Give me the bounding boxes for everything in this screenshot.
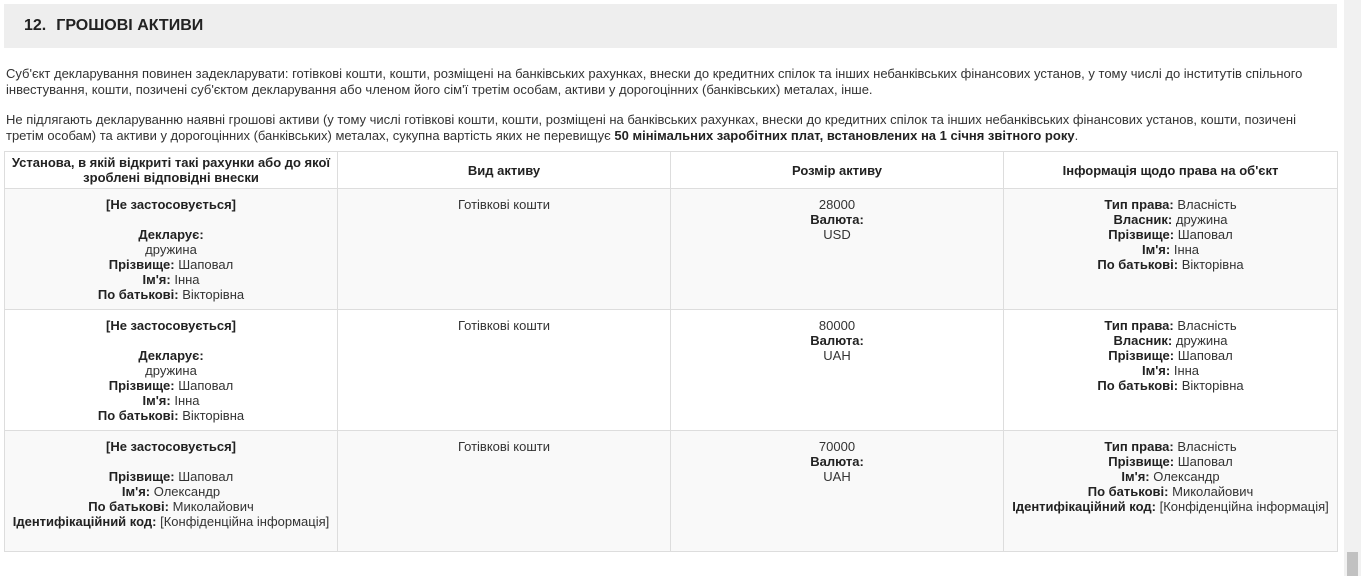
amount-value: 70000 <box>818 439 856 454</box>
right-type-value: Власність <box>1177 197 1237 212</box>
table-row <box>5 310 1338 431</box>
instruction-paragraph: Суб'єкт декларування повинен задекларувати: готівкові кошти, кошти, розміщені на банківських рахунках, внески до кредитних спілок та інших небанківських фінансових установ, у тому числі до інститутів спільного інвестування, кошти, позичені суб'єктом декларування або членом його сім'ї третім особам, активи у дорогоцінних (банківських) металах, інше. <box>6 66 1303 97</box>
owner-surname-value: Шаповал <box>1177 227 1233 242</box>
owner-patronymic-label: По батькові: <box>1097 257 1179 272</box>
name-value: Інна <box>174 272 200 287</box>
table-header-row <box>5 152 1338 189</box>
surname-value: Шаповал <box>178 469 234 484</box>
owner-surname-label: Прізвище: <box>1108 227 1175 242</box>
owner-surname-label: Прізвище: <box>1108 454 1175 469</box>
exemption-text: Не підлягають декларуванню наявні грошові активи (у тому числі готівкові кошти, кошти, розміщені на банківських рахунках, внески до кредитних спілок та інших небанківських фінансових установ, кошти, позичені третім особам) та активи у дорогоцінних (банківських) металах, сукупна вартість яких не перевищує <box>6 112 1296 143</box>
owner-patronymic-value: Вікторівна <box>1181 378 1244 393</box>
vertical-scrollbar[interactable] <box>1344 0 1361 576</box>
surname-label: Прізвище: <box>108 378 175 393</box>
owner-surname-value: Шаповал <box>1177 348 1233 363</box>
asset-type-cell: Готівкові кошти <box>338 310 671 431</box>
owner-name-label: Ім'я: <box>1141 242 1171 257</box>
patronymic-label: По батькові: <box>88 499 169 514</box>
institution-cell <box>5 189 338 310</box>
name-value: Інна <box>174 393 200 408</box>
owner-label: Власник: <box>1113 333 1173 348</box>
owner-id-code-value: [Конфіденційна інформація] <box>1159 499 1329 514</box>
exemption-threshold: 50 мінімальних заробітних плат, встановлених на 1 січня звітного року <box>614 128 1075 143</box>
owner-name-value: Інна <box>1173 363 1200 378</box>
name-value: Олександр <box>153 484 221 499</box>
surname-label: Прізвище: <box>108 257 175 272</box>
owner-value: дружина <box>1175 212 1228 227</box>
right-info-cell <box>1004 189 1338 310</box>
table-row <box>5 189 1338 310</box>
asset-type-cell: Готівкові кошти <box>338 431 671 552</box>
owner-name-label: Ім'я: <box>1121 469 1150 484</box>
currency-label: Валюта: <box>810 333 864 348</box>
institution-cell <box>5 431 338 552</box>
exemption-end: . <box>1074 128 1079 143</box>
currency-value: USD <box>823 227 851 242</box>
currency-label: Валюта: <box>810 212 864 227</box>
institution-cell <box>5 310 338 431</box>
right-type-value: Власність <box>1177 439 1237 454</box>
asset-type-cell: Готівкові кошти <box>338 189 671 310</box>
asset-amount-cell <box>671 310 1004 431</box>
patronymic-value: Вікторівна <box>182 408 245 423</box>
id-code-label: Ідентифікаційний код: <box>12 514 157 529</box>
owner-patronymic-label: По батькові: <box>1087 484 1169 499</box>
amount-value: 80000 <box>818 318 856 333</box>
declarant-value: дружина <box>145 242 197 257</box>
institution-value: [Не застосовується] <box>105 318 237 333</box>
declarant-label: Декларує: <box>138 348 204 363</box>
currency-label: Валюта: <box>810 454 864 469</box>
section-header <box>4 4 1337 48</box>
name-label: Ім'я: <box>142 393 171 408</box>
header-asset-type: Вид активу <box>338 152 671 189</box>
currency-value: UAH <box>823 348 851 363</box>
declaration-section <box>4 4 1337 552</box>
owner-id-code-label: Ідентифікаційний код: <box>1012 499 1156 514</box>
right-type-label: Тип права: <box>1104 439 1174 454</box>
header-asset-amount: Розмір активу <box>671 152 1004 189</box>
exemption-paragraph <box>4 112 1337 144</box>
owner-patronymic-value: Вікторівна <box>1181 257 1244 272</box>
owner-surname-label: Прізвище: <box>1108 348 1175 363</box>
owner-name-value: Інна <box>1173 242 1200 257</box>
patronymic-value: Вікторівна <box>182 287 245 302</box>
owner-label: Власник: <box>1113 212 1173 227</box>
section-number: 12. <box>24 17 47 34</box>
right-type-label: Тип права: <box>1104 318 1174 333</box>
institution-value: [Не застосовується] <box>105 439 237 454</box>
surname-value: Шаповал <box>178 257 234 272</box>
owner-patronymic-value: Миколайович <box>1172 484 1254 499</box>
right-type-label: Тип права: <box>1104 197 1174 212</box>
declarant-value: дружина <box>145 363 197 378</box>
amount-value: 28000 <box>818 197 856 212</box>
name-label: Ім'я: <box>142 272 171 287</box>
institution-value: [Не застосовується] <box>105 197 237 212</box>
right-type-value: Власність <box>1177 318 1237 333</box>
patronymic-label: По батькові: <box>97 287 179 302</box>
surname-label: Прізвище: <box>108 469 175 484</box>
declarant-label: Декларує: <box>138 227 204 242</box>
table-row <box>5 431 1338 552</box>
patronymic-label: По батькові: <box>97 408 179 423</box>
id-code-value: [Конфіденційна інформація] <box>160 514 330 529</box>
monetary-assets-table <box>4 151 1338 552</box>
owner-name-value: Олександр <box>1153 469 1220 484</box>
asset-amount-cell <box>671 431 1004 552</box>
currency-value: UAH <box>823 469 851 484</box>
surname-value: Шаповал <box>178 378 234 393</box>
owner-patronymic-label: По батькові: <box>1097 378 1179 393</box>
owner-surname-value: Шаповал <box>1177 454 1233 469</box>
owner-name-label: Ім'я: <box>1141 363 1171 378</box>
header-right-info: Інформація щодо права на об'єкт <box>1004 152 1338 189</box>
header-institution: Установа, в якій відкриті такі рахунки або до якої зроблені відповідні внески <box>5 152 338 189</box>
right-info-cell <box>1004 310 1338 431</box>
asset-amount-cell <box>671 189 1004 310</box>
owner-value: дружина <box>1175 333 1228 348</box>
scrollbar-thumb[interactable] <box>1347 552 1358 576</box>
name-label: Ім'я: <box>121 484 151 499</box>
right-info-cell <box>1004 431 1338 552</box>
patronymic-value: Миколайович <box>172 499 254 514</box>
section-title: ГРОШОВІ АКТИВИ <box>56 17 204 34</box>
